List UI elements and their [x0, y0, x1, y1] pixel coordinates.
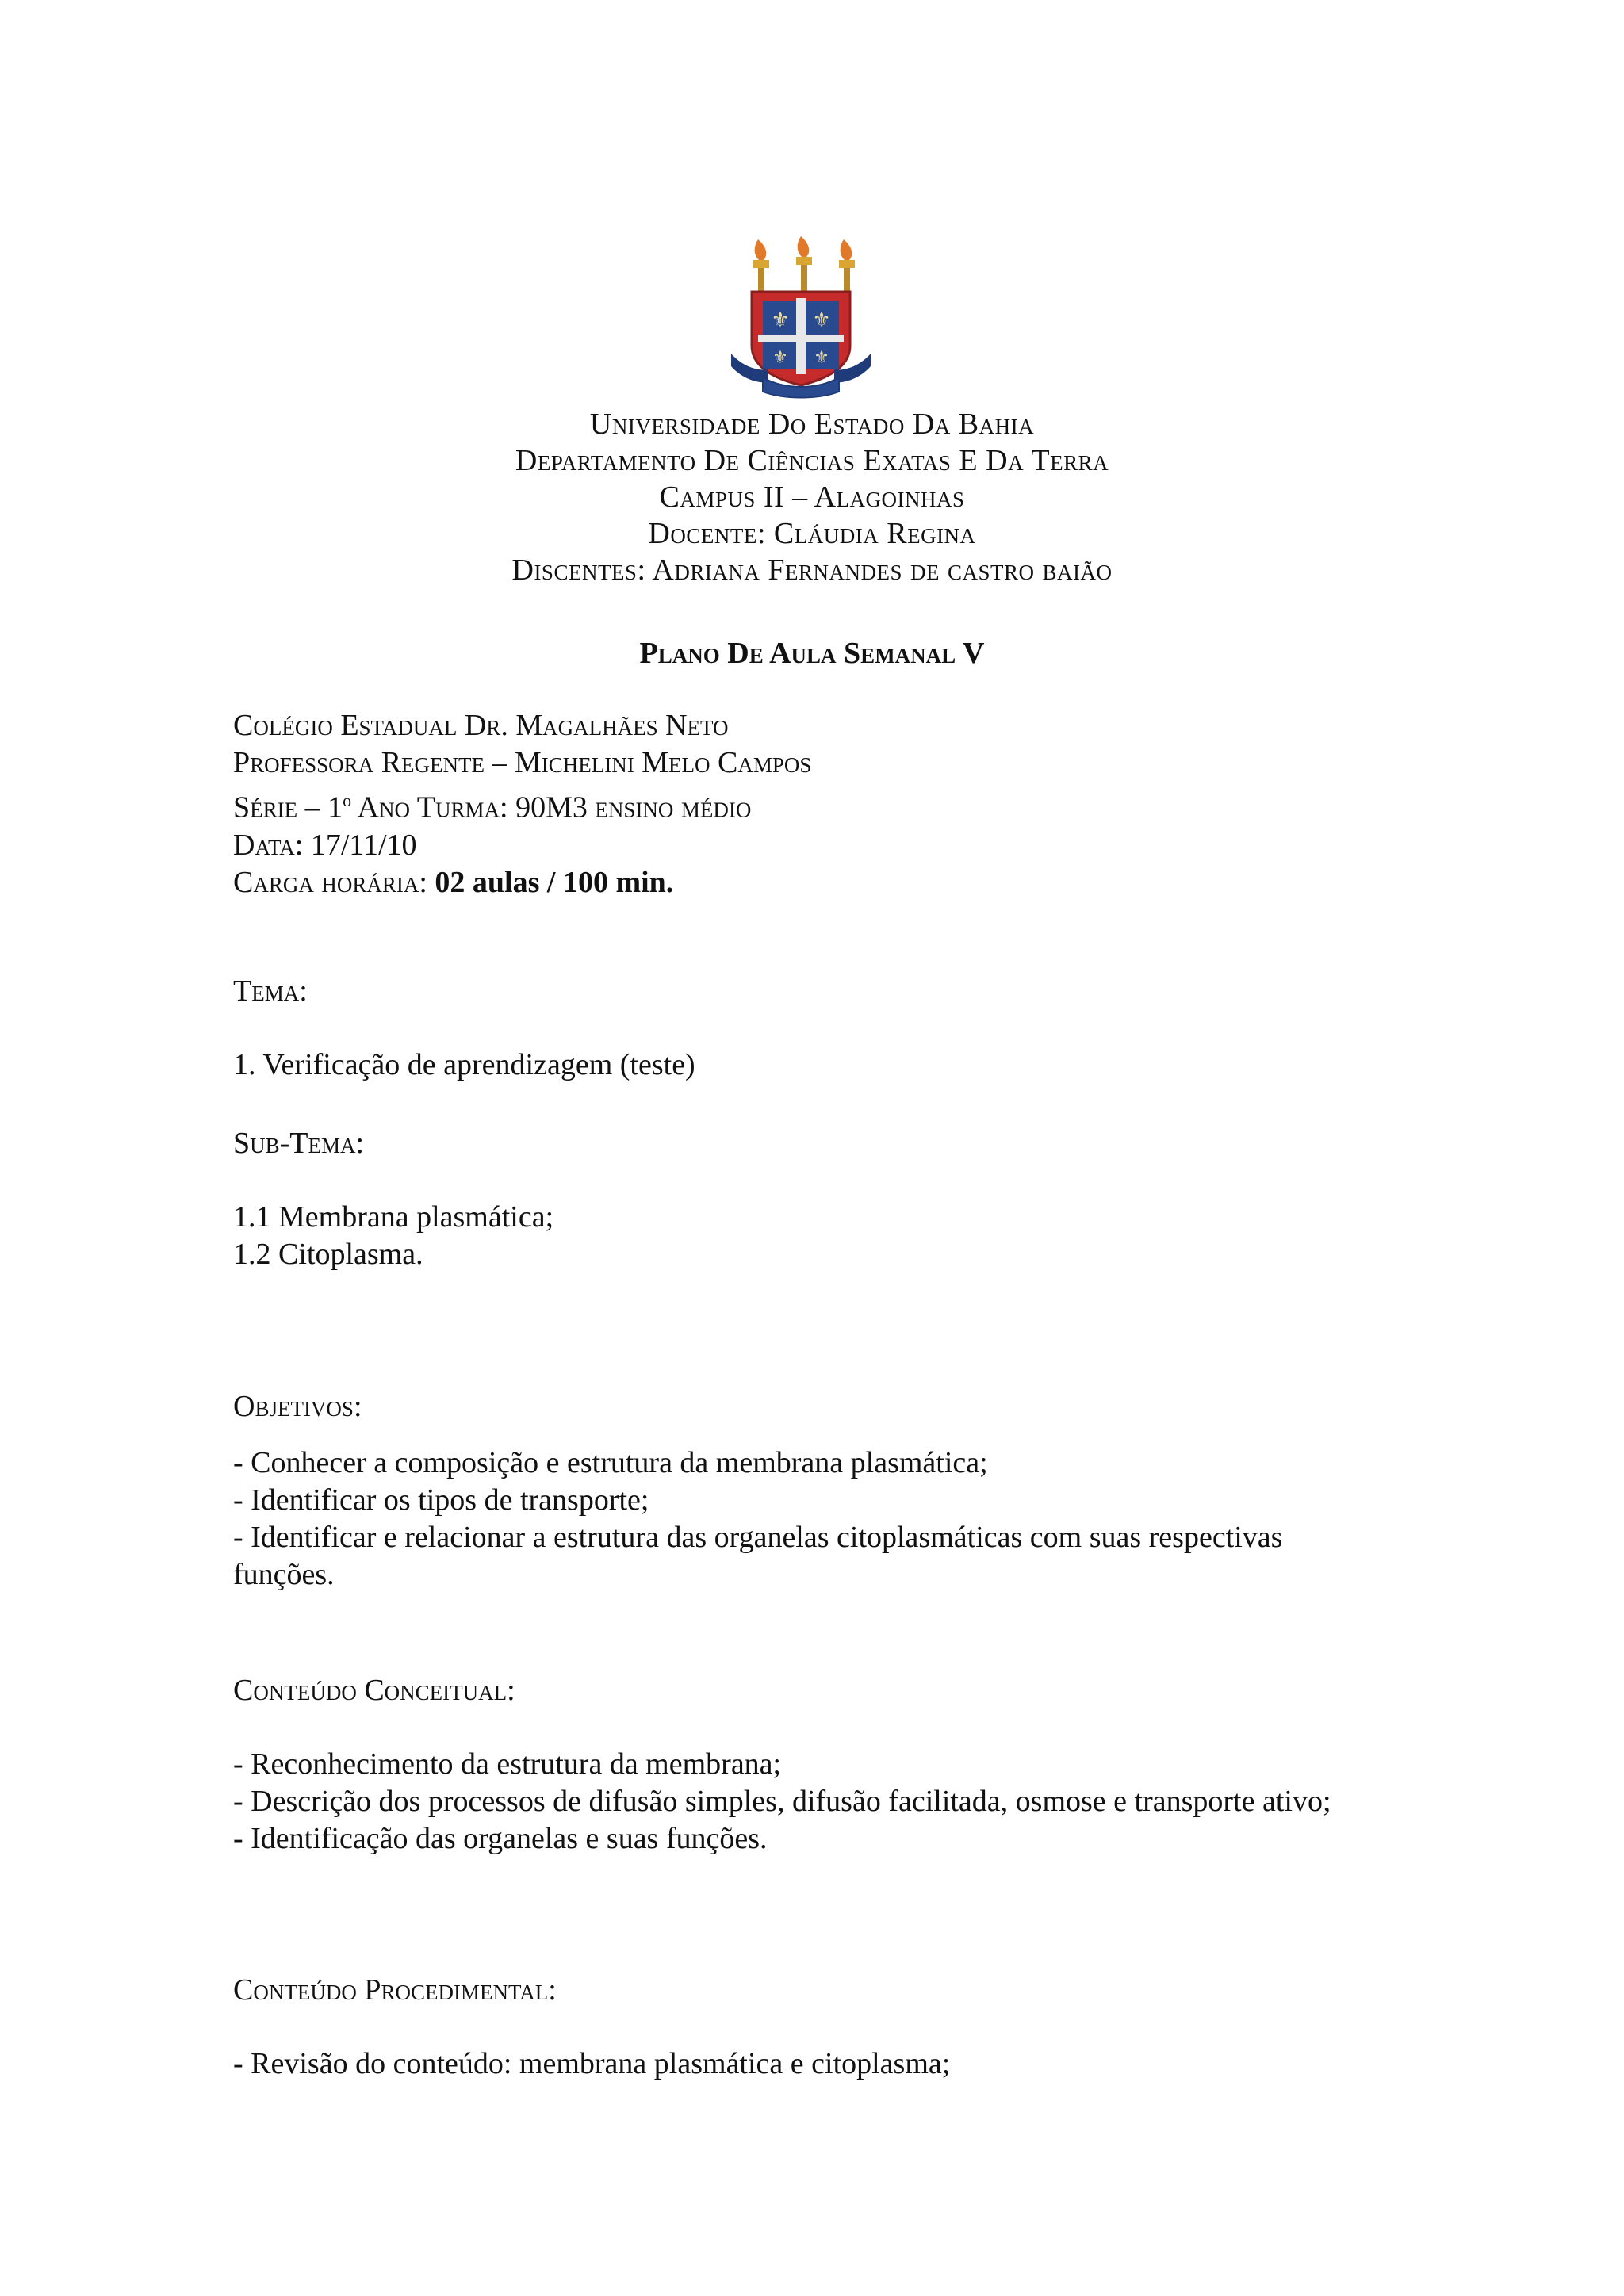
list-item: - Reconhecimento da estrutura da membrana;: [233, 1747, 782, 1781]
subtema-label: Sub-Tema:: [233, 1127, 365, 1160]
university-name: Universidade Do Estado Da Bahia: [589, 408, 1035, 441]
colegio-line: Colégio Estadual Dr. Magalhães Neto: [233, 709, 729, 742]
tema-item: [233, 1047, 1392, 1084]
list-item: - Revisão do conteúdo: membrana plasmática e citoplasma;: [233, 2047, 951, 2080]
data-value: 17/11/10: [310, 828, 417, 862]
data-line: [233, 827, 811, 864]
school-info: [233, 707, 811, 901]
tema-label: Tema:: [233, 974, 308, 1008]
svg-text:⚜: ⚜: [814, 348, 829, 368]
tema-text: 1. Verificação de aprendizagem (teste): [233, 1048, 695, 1081]
institution-header: [0, 406, 1624, 588]
list-item: - Identificação das organelas e suas funções.: [233, 1822, 768, 1855]
carga-value: 02 aulas / 100 min.: [435, 865, 674, 899]
serie-turma: 90M3: [515, 790, 588, 825]
list-item: 1.2 Citoplasma.: [233, 1238, 423, 1271]
conceitual-label: Conteúdo Conceitual:: [233, 1674, 515, 1707]
carga-label: Carga horária:: [233, 865, 435, 899]
torch-icon: [839, 239, 855, 292]
data-label: Data:: [233, 828, 311, 862]
objetivos-label: Objetivos:: [233, 1390, 362, 1423]
svg-text:⚜: ⚜: [772, 348, 788, 368]
professora-line: Professora Regente – Michelini Melo Campos: [233, 746, 812, 779]
docente-line: Docente: Cláudia Regina: [648, 517, 976, 550]
list-item: - Conhecer a composição e estrutura da membrana plasmática;: [233, 1446, 988, 1479]
list-item: 1.1 Membrana plasmática;: [233, 1200, 554, 1234]
procedimental-list: [233, 2045, 1392, 2083]
serie-ensino: ensino médio: [587, 790, 752, 825]
list-item: - Identificar e relacionar a estrutura das organelas citoplasmáticas com suas respectivas funções.: [233, 1521, 1283, 1591]
subtema-list: [233, 1199, 1392, 1273]
discentes-line: Discentes: Adriana Fernandes de castro baião: [511, 553, 1113, 587]
conceitual-list: [233, 1746, 1392, 1858]
objetivos-list: [233, 1445, 1392, 1594]
svg-text:⚜: ⚜: [812, 308, 831, 332]
list-item: - Identificar os tipos de transporte;: [233, 1483, 649, 1517]
list-item: - Descrição dos processos de difusão simples, difusão facilitada, osmose e transporte ativo;: [233, 1785, 1331, 1818]
department-name: Departamento De Ciências Exatas E Da Terra: [515, 444, 1109, 477]
serie-line: [233, 782, 811, 827]
torch-icon: [753, 239, 769, 292]
campus-name: Campus II – Alagoinhas: [659, 480, 965, 514]
carga-line: [233, 864, 811, 901]
torch-icon: [796, 236, 812, 292]
procedimental-label: Conteúdo Procedimental:: [233, 1973, 557, 2007]
serie-prefix: Série – 1: [233, 790, 343, 825]
university-crest-logo: [728, 235, 874, 400]
serie-superscript: o: [343, 790, 352, 810]
svg-text:⚜: ⚜: [771, 308, 790, 332]
serie-ano: Ano Turma:: [351, 790, 516, 825]
document-title: Plano De Aula Semanal V: [639, 637, 985, 670]
